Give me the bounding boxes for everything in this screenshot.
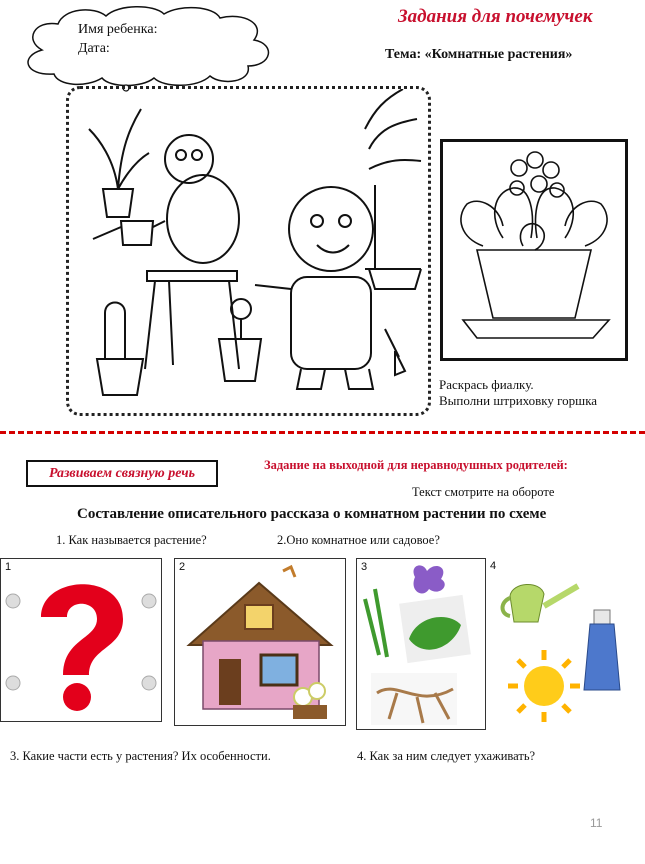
violet-caption [439,377,597,409]
question-4: 4. Как за ним следует ухаживать? [357,749,536,763]
card-number: 3 [361,561,368,573]
card-number: 4 [490,560,497,572]
story-heading: Составление описательного рассказа о комнатном растении по схеме [77,506,547,522]
question-2: 2.Оно комнатное или садовое? [277,533,440,547]
plant-parts-icons [357,559,485,729]
page-number: 11 [590,816,603,830]
question-1: 1. Как называется растение? [56,533,207,547]
plant-care-icons [486,558,644,728]
question-3: 3. Какие части есть у растения? Их особенности. [10,749,271,763]
date-label: Дата: [78,41,110,56]
weekend-task-heading: Задание на выходной для неравнодушных родителей: [264,458,568,472]
section-divider [0,431,645,434]
violet-coloring-frame [440,139,628,361]
caption-line-2: Выполни штриховку горшка [439,393,598,408]
cloud-text [78,20,157,58]
section-label: Развиваем связную речь [26,460,218,487]
page-title: Задания для почемучек [398,6,593,27]
coloring-scene-illustration [69,89,428,413]
scheme-card-2 [174,558,346,726]
scheme-card-4 [486,558,644,730]
violet-illustration [443,142,625,358]
card-number: 2 [179,561,186,573]
house-icon [175,559,345,725]
scheme-card-1 [0,558,162,722]
see-back-note: Текст смотрите на обороте [412,485,555,499]
caption-line-1: Раскрась фиалку. [439,377,534,392]
card-number: 1 [5,561,12,573]
topic-heading: Тема: «Комнатные растения» [385,47,573,62]
coloring-scene-frame [66,86,431,416]
scheme-card-3 [356,558,486,730]
child-name-label: Имя ребенка: [78,22,158,37]
question-mark-icon [1,559,161,721]
